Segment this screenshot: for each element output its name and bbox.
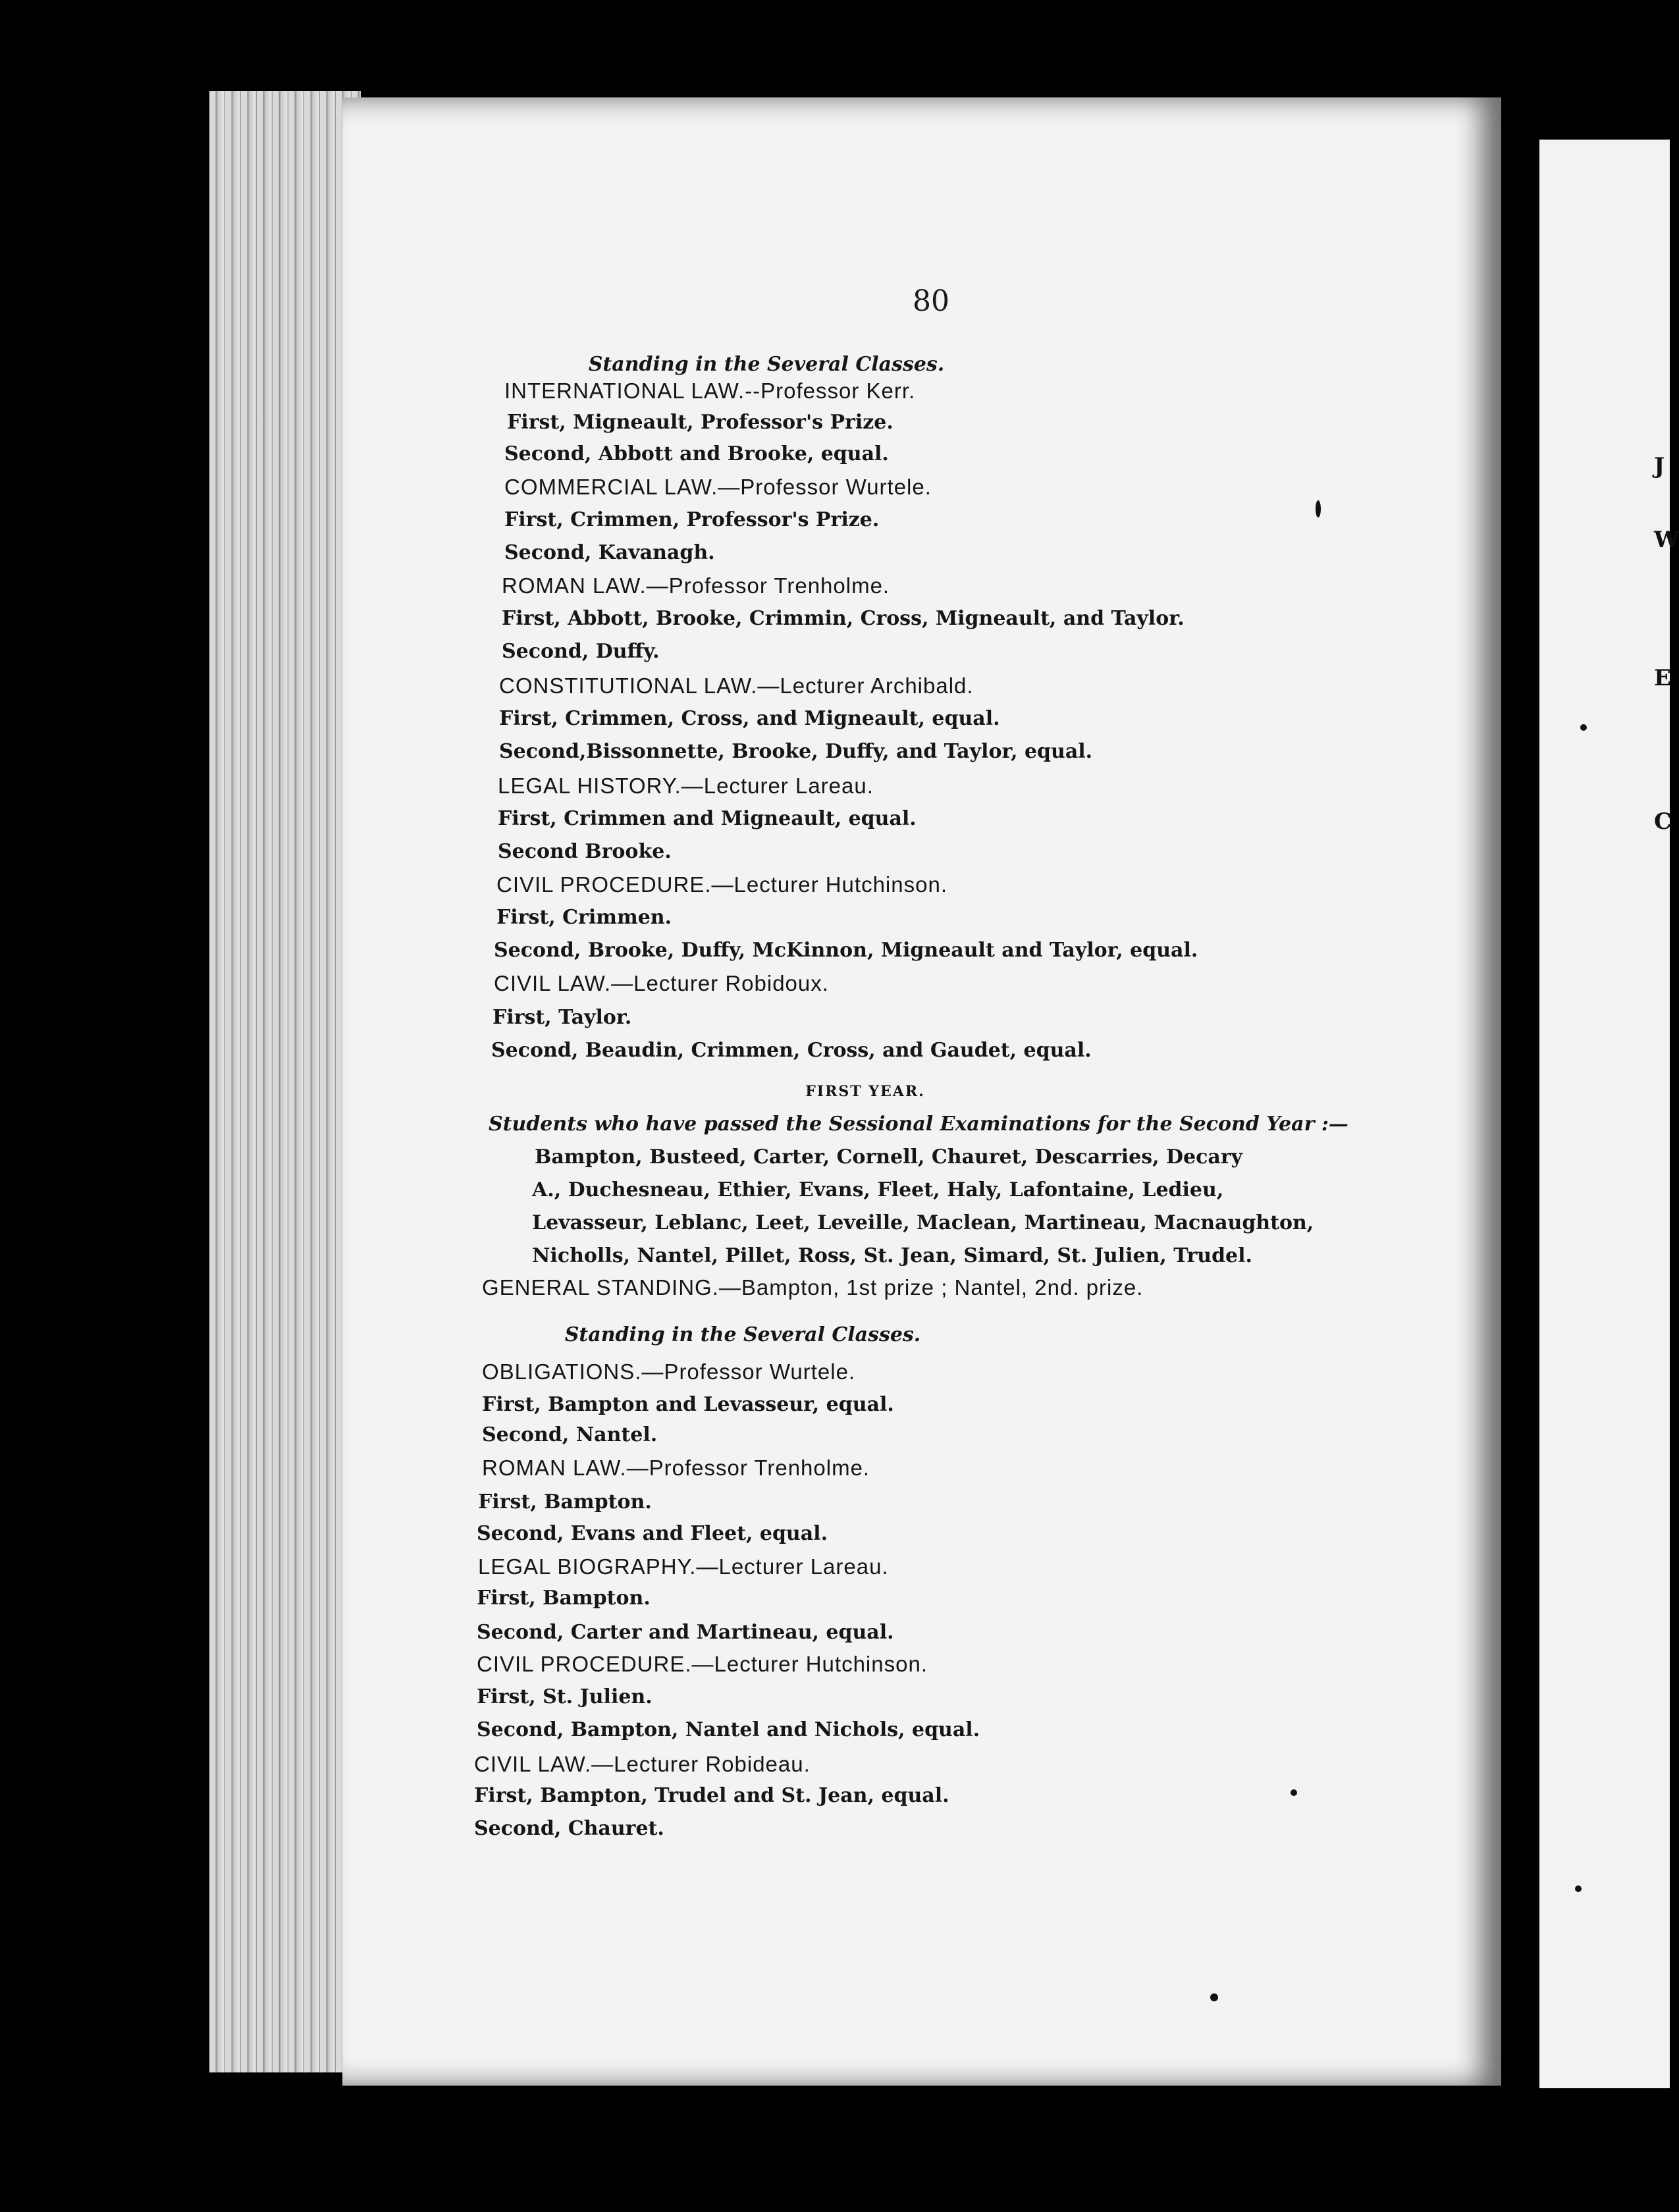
text-line: Second, Chauret.: [474, 1817, 664, 1840]
text-line: Levasseur, Leblanc, Leet, Leveille, Maclean, Martineau, Macnaughton,: [532, 1211, 1314, 1234]
text-line: LEGAL HISTORY.—Lecturer Lareau.: [498, 774, 874, 798]
text-line: First, Migneault, Professor's Prize.: [507, 411, 893, 434]
text-line: Second, Evans and Fleet, equal.: [477, 1522, 828, 1545]
text-line: Second, Beaudin, Crimmen, Cross, and Gaudet, equal.: [491, 1039, 1092, 1062]
text-line: INTERNATIONAL LAW.--Professor Kerr.: [504, 379, 916, 403]
text-line: First, Crimmen, Cross, and Migneault, equal.: [499, 707, 1000, 730]
text-line: Standing in the Several Classes.: [588, 353, 945, 376]
text-line: Second, Brooke, Duffy, McKinnon, Migneault and Taylor, equal.: [494, 939, 1198, 962]
facing-page-letter: W: [1654, 527, 1679, 553]
text-line: First, Bampton.: [478, 1490, 652, 1514]
facing-page-letter: E: [1654, 665, 1671, 691]
text-line: Second, Duffy.: [502, 640, 660, 663]
text-line: LEGAL BIOGRAPHY.—Lecturer Lareau.: [478, 1554, 889, 1579]
facing-page-letter: J: [1654, 453, 1665, 479]
text-line: Second, Nantel.: [482, 1423, 658, 1446]
text-line: CIVIL LAW.—Lecturer Robidoux.: [494, 971, 829, 995]
text-line: A., Duchesneau, Ethier, Evans, Fleet, Haly, Lafontaine, Ledieu,: [532, 1178, 1224, 1201]
text-line: First, Crimmen.: [496, 906, 672, 929]
text-line: ROMAN LAW.—Professor Trenholme.: [502, 573, 890, 598]
text-line: First, Crimmen, Professor's Prize.: [504, 508, 880, 531]
text-line: CIVIL PROCEDURE.—Lecturer Hutchinson.: [496, 872, 947, 897]
text-line: OBLIGATIONS.—Professor Wurtele.: [482, 1359, 856, 1384]
text-line: GENERAL STANDING.—Bampton, 1st prize ; Nantel, 2nd. prize.: [482, 1275, 1144, 1300]
text-line: First, Bampton and Levasseur, equal.: [482, 1393, 894, 1416]
text-line: CIVIL LAW.—Lecturer Robideau.: [474, 1752, 811, 1776]
text-line: Students who have passed the Sessional Examinations for the Second Year :—: [489, 1113, 1348, 1136]
text-line: Nicholls, Nantel, Pillet, Ross, St. Jean, Simard, St. Julien, Trudel.: [532, 1244, 1252, 1267]
text-line: First, Taylor.: [493, 1006, 632, 1029]
text-line: First, Abbott, Brooke, Crimmin, Cross, Migneault, and Taylor.: [502, 607, 1185, 630]
text-line: Second, Kavanagh.: [504, 541, 715, 564]
text-line: Second Brooke.: [498, 840, 672, 863]
text-line: First, St. Julien.: [477, 1685, 653, 1708]
text-line: ROMAN LAW.—Professor Trenholme.: [482, 1456, 870, 1480]
text-line: COMMERCIAL LAW.—Professor Wurtele.: [504, 475, 932, 499]
text-line: First, Bampton.: [477, 1587, 651, 1610]
facing-page-letter: C: [1654, 808, 1672, 835]
text-line: Second,Bissonnette, Brooke, Duffy, and Taylor, equal.: [499, 740, 1093, 763]
text-line: Second, Abbott and Brooke, equal.: [504, 442, 889, 465]
text-line: Second, Carter and Martineau, equal.: [477, 1621, 894, 1644]
text-line: First, Bampton, Trudel and St. Jean, equal.: [474, 1784, 949, 1807]
text-line: First, Crimmen and Migneault, equal.: [498, 807, 917, 830]
text-line: Bampton, Busteed, Carter, Cornell, Chauret, Descarries, Decary: [535, 1146, 1243, 1169]
text-line: CONSTITUTIONAL LAW.—Lecturer Archibald.: [499, 673, 974, 698]
text-line: CIVIL PROCEDURE.—Lecturer Hutchinson.: [477, 1652, 928, 1676]
text-line: Standing in the Several Classes.: [564, 1323, 921, 1346]
text-line: FIRST YEAR.: [805, 1083, 925, 1100]
page-number: 80: [913, 284, 949, 318]
text-line: Second, Bampton, Nantel and Nichols, equal.: [477, 1718, 980, 1741]
